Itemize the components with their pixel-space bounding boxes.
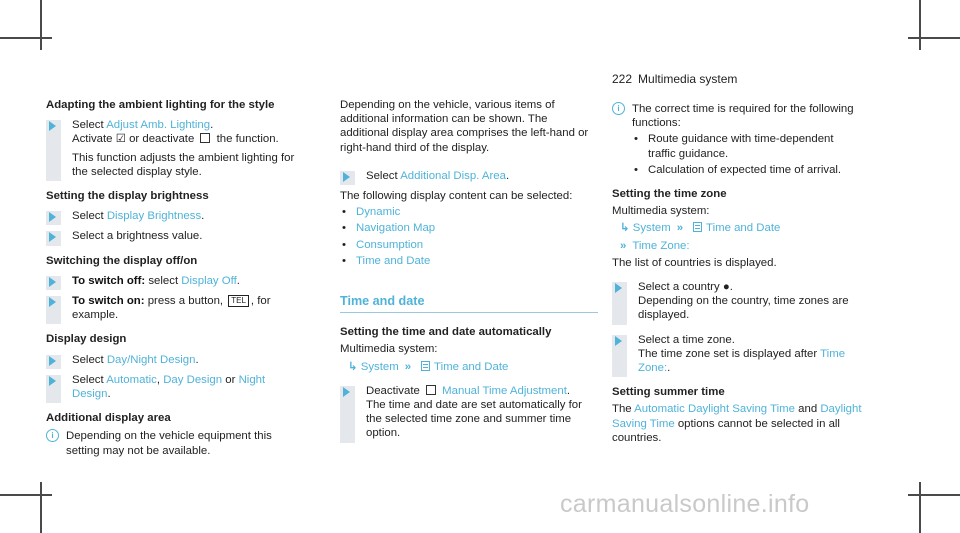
menu-path xyxy=(340,360,598,374)
step-text: . xyxy=(729,281,733,294)
column-2 xyxy=(340,98,598,447)
info-text: Depending on the vehicle equipment this setting may not be available. xyxy=(66,430,272,457)
step-text: Deactivate xyxy=(366,384,423,397)
menu-link-time-and-date[interactable]: Time and Date xyxy=(434,360,509,373)
step-text: or xyxy=(222,373,239,386)
following-text: The following display content can be selected: xyxy=(340,190,573,203)
step xyxy=(46,274,304,288)
step-label: To switch off: xyxy=(72,274,146,287)
menu-link-night-design[interactable]: Night Design xyxy=(72,373,266,401)
step-text: Select a time zone. xyxy=(638,333,735,346)
step-text: . xyxy=(195,353,199,366)
unchecked-box-icon xyxy=(426,385,436,395)
step-description: The time zone set is displayed after xyxy=(638,347,821,360)
time-date-icon xyxy=(693,222,702,232)
info-icon: i xyxy=(46,429,59,442)
path-intro: Multimedia system: xyxy=(612,205,710,218)
step-arrow-icon xyxy=(49,277,56,287)
crop-mark xyxy=(40,0,42,50)
step-arrow-icon xyxy=(49,356,56,366)
step-arrow-icon xyxy=(615,283,622,293)
step-text: select xyxy=(145,274,182,287)
path-arrow-icon: ↳ xyxy=(620,222,630,235)
info-list-item: • Route guidance with time-dependent traffic guidance. xyxy=(632,132,862,160)
step xyxy=(46,294,304,322)
step-text: the function. xyxy=(213,133,279,146)
section-title: Setting summer time xyxy=(612,386,725,399)
chevron-right-icon: » xyxy=(620,239,627,252)
menu-link-additional-disp-area[interactable]: Additional Disp. Area xyxy=(400,169,506,182)
unchecked-box-icon xyxy=(200,133,210,143)
body-text: options cannot be selected in all countries. xyxy=(612,417,840,444)
step-arrow-icon xyxy=(49,376,56,386)
section-title: Setting the time and date automatically xyxy=(340,326,552,339)
step-label: To switch on: xyxy=(72,295,145,308)
menu-link-daylight-saving-time[interactable]: Daylight Saving Time xyxy=(612,403,862,430)
step xyxy=(46,209,304,223)
chevron-right-icon: » xyxy=(676,222,684,235)
time-date-icon xyxy=(421,361,430,371)
column-1 xyxy=(46,98,304,462)
step-text: . xyxy=(505,169,510,182)
step xyxy=(46,373,304,401)
menu-link-manual-time-adjustment[interactable]: Manual Time Adjustment xyxy=(442,384,567,397)
step-arrow-icon xyxy=(49,297,56,307)
step-arrow-icon xyxy=(49,212,56,222)
section-title: Setting the display brightness xyxy=(46,190,209,203)
info-note xyxy=(46,429,304,457)
step-text: . xyxy=(566,384,571,397)
crop-mark xyxy=(908,37,960,39)
path-intro: Multimedia system: xyxy=(340,343,438,356)
step-description: The time and date are set automatically for the selected time zone and summer time option. xyxy=(366,399,582,440)
step-arrow-icon xyxy=(49,232,56,242)
info-icon: i xyxy=(612,102,625,115)
step-arrow-icon xyxy=(343,172,350,182)
crop-mark xyxy=(919,482,921,533)
menu-link-system[interactable]: System xyxy=(632,222,671,235)
step-text: . xyxy=(201,210,205,223)
menu-path xyxy=(612,221,862,235)
body-text: and xyxy=(794,403,821,416)
step-text: Select a brightness value. xyxy=(72,230,203,243)
step-text: Activate xyxy=(72,133,116,146)
step-text: Select a country xyxy=(638,281,723,294)
page-header xyxy=(612,72,737,86)
step-arrow-icon xyxy=(49,121,56,131)
checked-box-icon: ☑ xyxy=(115,133,126,146)
option-item[interactable]: • Time and Date xyxy=(340,254,598,268)
watermark: carmanualsonline.info xyxy=(560,490,810,518)
step-text: , xyxy=(156,373,164,386)
menu-link-time-zone[interactable]: Time Zone: xyxy=(638,347,846,375)
body-text: The xyxy=(612,403,635,416)
crop-mark xyxy=(919,0,921,50)
option-item[interactable]: • Navigation Map xyxy=(340,221,598,235)
menu-link-automatic-daylight-saving-time[interactable]: Automatic Daylight Saving Time xyxy=(634,403,795,416)
section-heading: Time and date xyxy=(340,294,598,313)
step-text: Select xyxy=(72,373,107,386)
list-text: The list of countries is displayed. xyxy=(612,256,777,269)
info-list-item: • Calculation of expected time of arrival. xyxy=(632,163,862,177)
section-title: Multimedia system xyxy=(638,72,738,86)
crop-mark xyxy=(40,482,42,533)
menu-link-time-and-date[interactable]: Time and Date xyxy=(706,222,781,235)
option-item[interactable]: • Dynamic xyxy=(340,205,598,219)
step-text: . xyxy=(667,362,671,375)
step xyxy=(340,384,598,441)
info-text: The correct time is required for the following functions: xyxy=(632,103,854,130)
info-note xyxy=(612,102,862,177)
step-text: . xyxy=(210,119,214,132)
crop-mark xyxy=(0,37,52,39)
step xyxy=(46,118,304,179)
column-3 xyxy=(612,98,862,445)
step xyxy=(340,169,598,183)
crop-mark xyxy=(908,494,960,496)
step-text: Select xyxy=(366,169,401,182)
step xyxy=(46,353,304,367)
step xyxy=(46,229,304,243)
step-text: Select xyxy=(72,119,107,132)
crop-mark xyxy=(0,494,52,496)
summer-text xyxy=(612,402,862,445)
step-description: Depending on the country, time zones are displayed. xyxy=(638,295,849,322)
step-text: press a button, xyxy=(144,295,227,308)
menu-link-time-zone[interactable]: Time Zone: xyxy=(632,239,690,252)
tel-key-icon: TEL xyxy=(228,295,249,307)
section-title: Display design xyxy=(46,333,127,346)
section-title: Additional display area xyxy=(46,412,171,425)
step-text: or deactivate xyxy=(125,133,198,146)
step-arrow-icon xyxy=(615,336,622,346)
step xyxy=(612,280,862,323)
option-item[interactable]: • Consumption xyxy=(340,238,598,252)
step-text: Select xyxy=(72,353,107,366)
menu-link-display-brightness[interactable]: Display Brightness xyxy=(106,210,202,223)
step-text: Select xyxy=(72,210,107,223)
step-text: . xyxy=(107,388,111,401)
selection-dot-icon: ● xyxy=(722,281,730,294)
menu-link-day-design[interactable]: Day Design xyxy=(163,373,223,386)
step-description: This function adjusts the ambient lighting for the selected display style. xyxy=(72,151,295,178)
menu-link-day-night-design[interactable]: Day/Night Design xyxy=(106,353,196,366)
step-arrow-icon xyxy=(343,387,350,397)
menu-link-display-off[interactable]: Display Off xyxy=(181,274,237,287)
step xyxy=(612,333,862,376)
step-text: . xyxy=(236,274,240,287)
step-text: , for example. xyxy=(72,295,271,322)
menu-link-adjust-amb-lighting[interactable]: Adjust Amb. Lighting xyxy=(106,119,211,132)
chevron-right-icon: » xyxy=(404,360,412,373)
path-arrow-icon: ↳ xyxy=(348,360,358,373)
page-number: 222 xyxy=(612,72,633,86)
section-title: Adapting the ambient lighting for the style xyxy=(46,99,275,111)
menu-path xyxy=(612,239,862,253)
intro-text: Depending on the vehicle, various items of additional information can be shown. The additional display area comprises the left-hand or right-hand third of the display. xyxy=(340,99,589,154)
section-title: Switching the display off/on xyxy=(46,254,198,267)
menu-link-system[interactable]: System xyxy=(360,360,399,373)
section-title: Setting the time zone xyxy=(612,188,727,201)
menu-link-automatic[interactable]: Automatic xyxy=(106,373,157,386)
